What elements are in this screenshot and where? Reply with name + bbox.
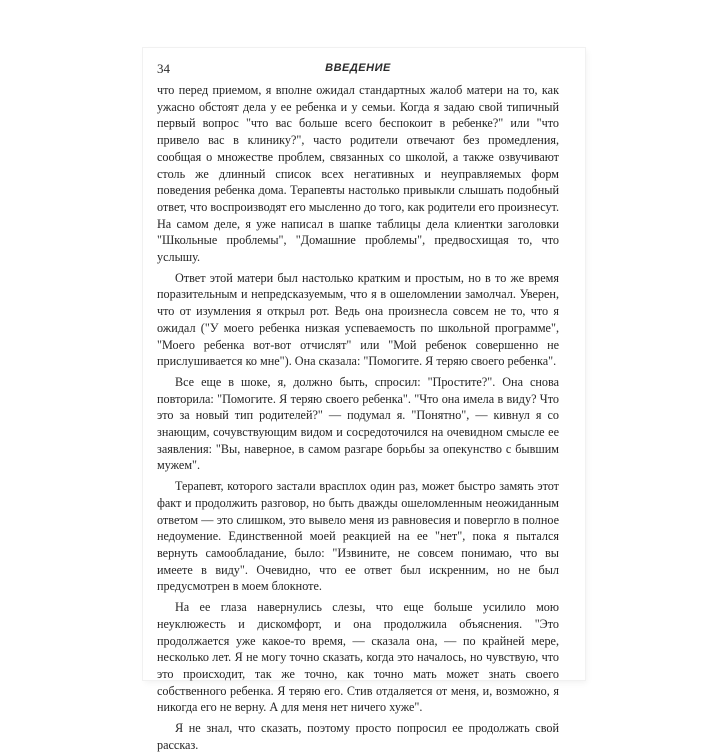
book-page: [143, 48, 585, 752]
paragraph: Терапевт, которого застали врасплох один раз, может быстро замять этот факт и продолжить разговор, но быть дважды ошеломленным неожиданным ответом — это слишком, это вывело меня из равновесия и повергло в полное недоумение. Единственной моей реакцией на ее "нет", пока я пытался вернуть самообладание, было: "Извините, не совсем понимаю, что вы имеете в виду". Очевидно, что ее ответ был искренним, но не был предусмотрен в моем блокноте.: [157, 479, 559, 594]
paragraph: Я не знал, что сказать, поэтому просто попросил ее продолжать свой рассказ.: [157, 721, 559, 752]
paragraph: что перед приемом, я вполне ожидал стандартных жалоб матери на то, как ужасно обстоят дела у ее ребенка и у семьи. Когда я задаю свой типичный первый вопрос "что вас больше всего беспокоит в ребенке?" или "что привело вас в клинику?", часто родители отвечают без промедления, сообщая о множестве проблем, связанных со школой, а также озвучивают столь же длинный список всех негативных и неуправляемых форм поведения ребенка дома. Терапевты настолько привыкли слышать подобный ответ, что воспроизводят его мысленно до того, как родители его произнесут. На самом деле, я уже написал в шапке таблицы дела клиентки заголовки "Школьные проблемы", "Домашние проблемы", предвосхищая то, что услышу.: [157, 83, 559, 265]
paragraph: Все еще в шоке, я, должно быть, спросил: "Простите?". Она снова повторила: "Помогите. Я теряю своего ребенка". "Что она имела в виду? Что это за новый тип родителей?" — подумал я. "Понятно", — кивнул я со знающим, сочувствующим видом и сосредоточился на очевидном смысле ее заявления: "Вы, наверное, в самом разгаре борьбы за опекунство с бывшим мужем".: [157, 374, 559, 473]
page-number: 34: [157, 61, 170, 76]
running-head: ВВЕДЕНИЕ: [325, 62, 391, 74]
page-header: [157, 61, 559, 79]
paragraph: На ее глаза навернулись слезы, что еще больше усилило мою неуклюжесть и дискомфорт, и она продолжила объяснения. "Это продолжается уже какое-то время, — сказала она, — по крайней мере, несколько лет. Я не могу точно сказать, когда это началось, но чувствую, что это происходит, так же точно, как точно мать может знать своего собственного ребенка. Я теряю его. Стив отдаляется от меня, и, возможно, я никогда его не верну. А для меня нет ничего хуже".: [157, 600, 559, 715]
page-body: [157, 82, 559, 753]
paragraph: Ответ этой матери был настолько кратким и простым, но в то же время поразительным и непредсказуемым, что я в ошеломлении замолчал. Уверен, что от изумления я открыл рот. Ведь она произнесла совсем не то, что я ожидал ("У моего ребенка низкая успеваемость по школьной программе", "Моего ребенка вот-вот отчислят" или "Мой ребенок совершенно не прислушивается ко мне"). Она сказала: "Помогите. Я теряю своего ребенка".: [157, 270, 559, 369]
